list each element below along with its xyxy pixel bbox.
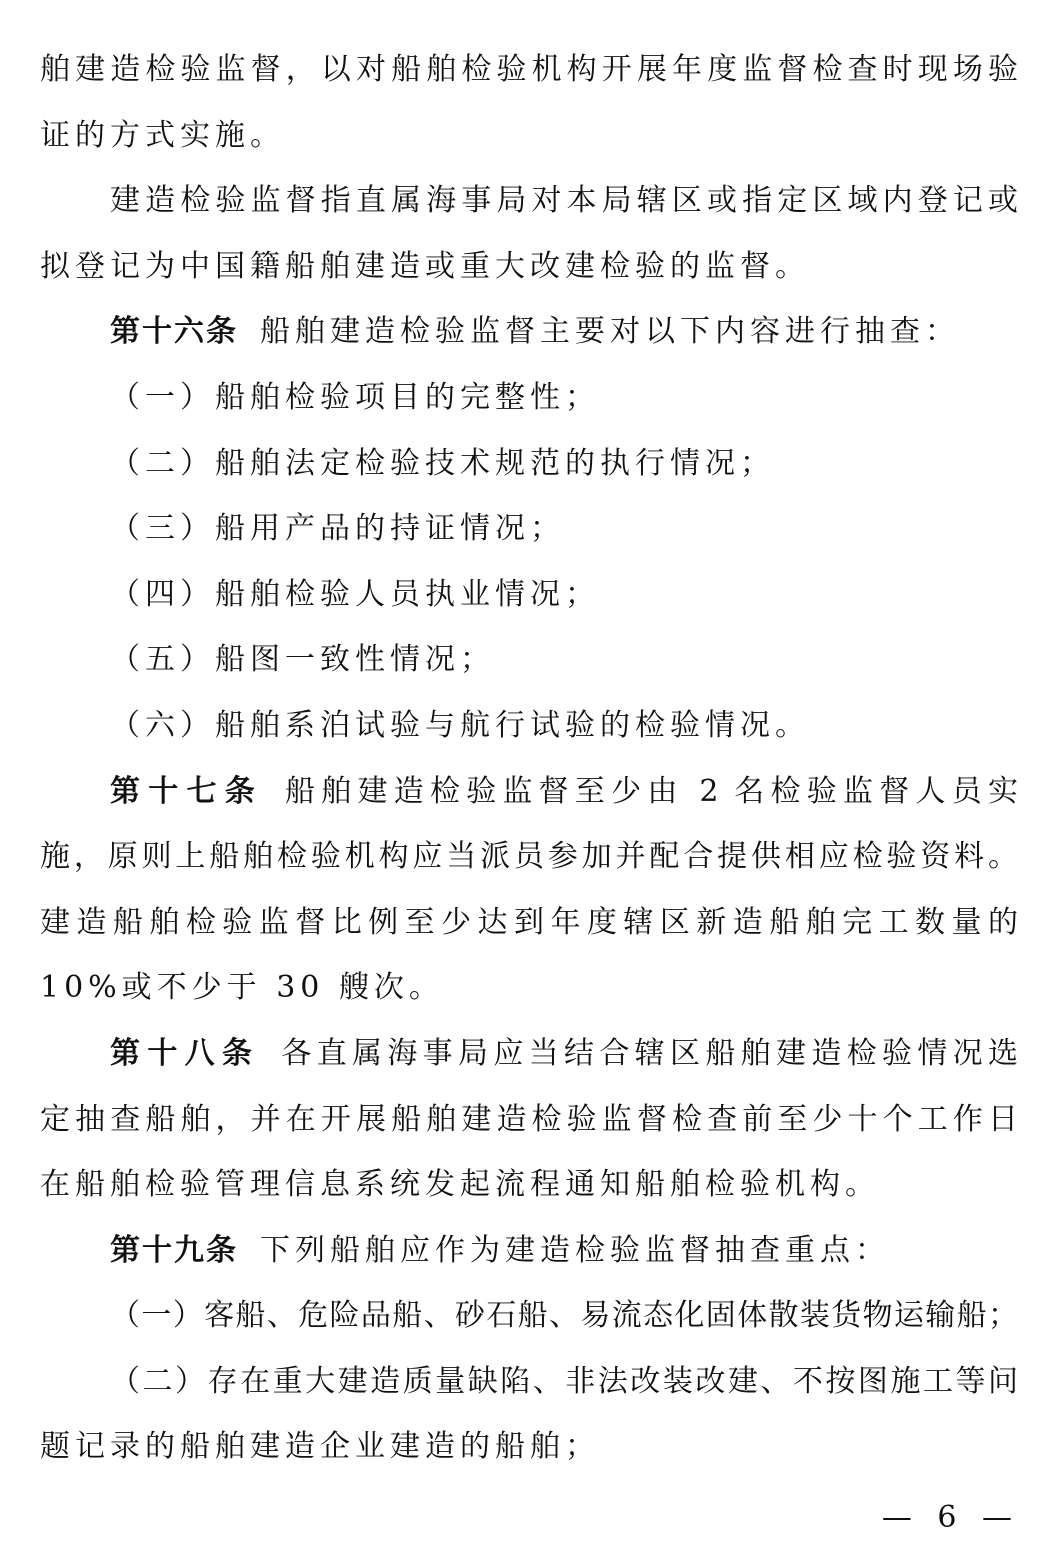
- article-number: 第十八条: [110, 1035, 260, 1071]
- line-text: 题记录的船舶建造企业建造的船舶；: [40, 1429, 600, 1465]
- text-line: [40, 1094, 1018, 1160]
- line-text: 在船舶检验管理信息系统发起流程通知船舶检验机构。: [40, 1167, 880, 1203]
- line-text: （五）船图一致性情况；: [110, 642, 495, 678]
- line-text: 施，原则上船舶检验机构应当派员参加并配合提供相应检验资料。: [40, 839, 1018, 875]
- article-number: 第十九条: [110, 1232, 238, 1268]
- line-text: 10%或不少于 30 艘次。: [40, 970, 444, 1006]
- line-text: （四）船舶检验人员执业情况；: [110, 576, 600, 612]
- list-item: [40, 438, 1018, 504]
- line-text: 建造船舶检验监督比例至少达到年度辖区新造船舶完工数量的: [40, 904, 1018, 940]
- line-text: （一）客船、危险品船、砂石船、易流态化固体散装货物运输船；: [110, 1298, 1018, 1334]
- document-body: [40, 44, 1018, 1487]
- line-text: 舶建造检验监督，以对船舶检验机构开展年度监督检查时现场验: [40, 52, 1018, 87]
- line-text: 下列船舶应作为建造检验监督抽查重点：: [260, 1232, 890, 1268]
- line-text: （二）存在重大建造质量缺陷、非法改装改建、不按图施工等问: [110, 1363, 1018, 1399]
- line-text: 定抽查船舶，并在开展船舶建造检验监督检查前至少十个工作日: [40, 1101, 1018, 1137]
- list-item: [40, 372, 1018, 438]
- article-18-heading: [40, 1028, 1018, 1094]
- line-text: 证的方式实施。: [40, 117, 285, 153]
- list-item: [40, 1356, 1018, 1422]
- line-text: （六）船舶系泊试验与航行试验的检验情况。: [110, 707, 810, 743]
- line-text: （三）船用产品的持证情况；: [110, 511, 565, 547]
- text-line: [40, 241, 1018, 307]
- text-line: [40, 1159, 1018, 1225]
- article-16-heading: [40, 306, 1018, 372]
- article-number: 第十七条: [110, 773, 263, 809]
- line-text: （二）船舶法定检验技术规范的执行情况；: [110, 445, 775, 481]
- line-text: （一）船舶检验项目的完整性；: [110, 379, 600, 415]
- line-text: 拟登记为中国籍船舶建造或重大改建检验的监督。: [40, 248, 810, 284]
- list-item: [40, 700, 1018, 766]
- page-number: — 6 —: [881, 1500, 1020, 1535]
- line-text: 船舶建造检验监督至少由 2 名检验监督人员实: [284, 773, 1018, 809]
- article-17-heading: [40, 766, 1018, 832]
- text-line: [40, 44, 1018, 110]
- line-text: 建造检验监督指直属海事局对本局辖区或指定区域内登记或: [110, 183, 1018, 219]
- article-19-heading: [40, 1225, 1018, 1291]
- text-line: [40, 962, 1018, 1028]
- list-item: [40, 503, 1018, 569]
- list-item: [40, 569, 1018, 635]
- line-text: 各直属海事局应当结合辖区船舶建造检验情况选: [281, 1035, 1019, 1071]
- text-line: [40, 175, 1018, 241]
- list-item: [40, 1290, 1018, 1356]
- text-line: [40, 897, 1018, 963]
- text-line: [40, 831, 1018, 897]
- line-text: 船舶建造检验监督主要对以下内容进行抽查：: [260, 314, 960, 350]
- text-line: [40, 1421, 1018, 1487]
- article-number: 第十六条: [110, 314, 238, 350]
- text-line: [40, 110, 1018, 176]
- list-item: [40, 634, 1018, 700]
